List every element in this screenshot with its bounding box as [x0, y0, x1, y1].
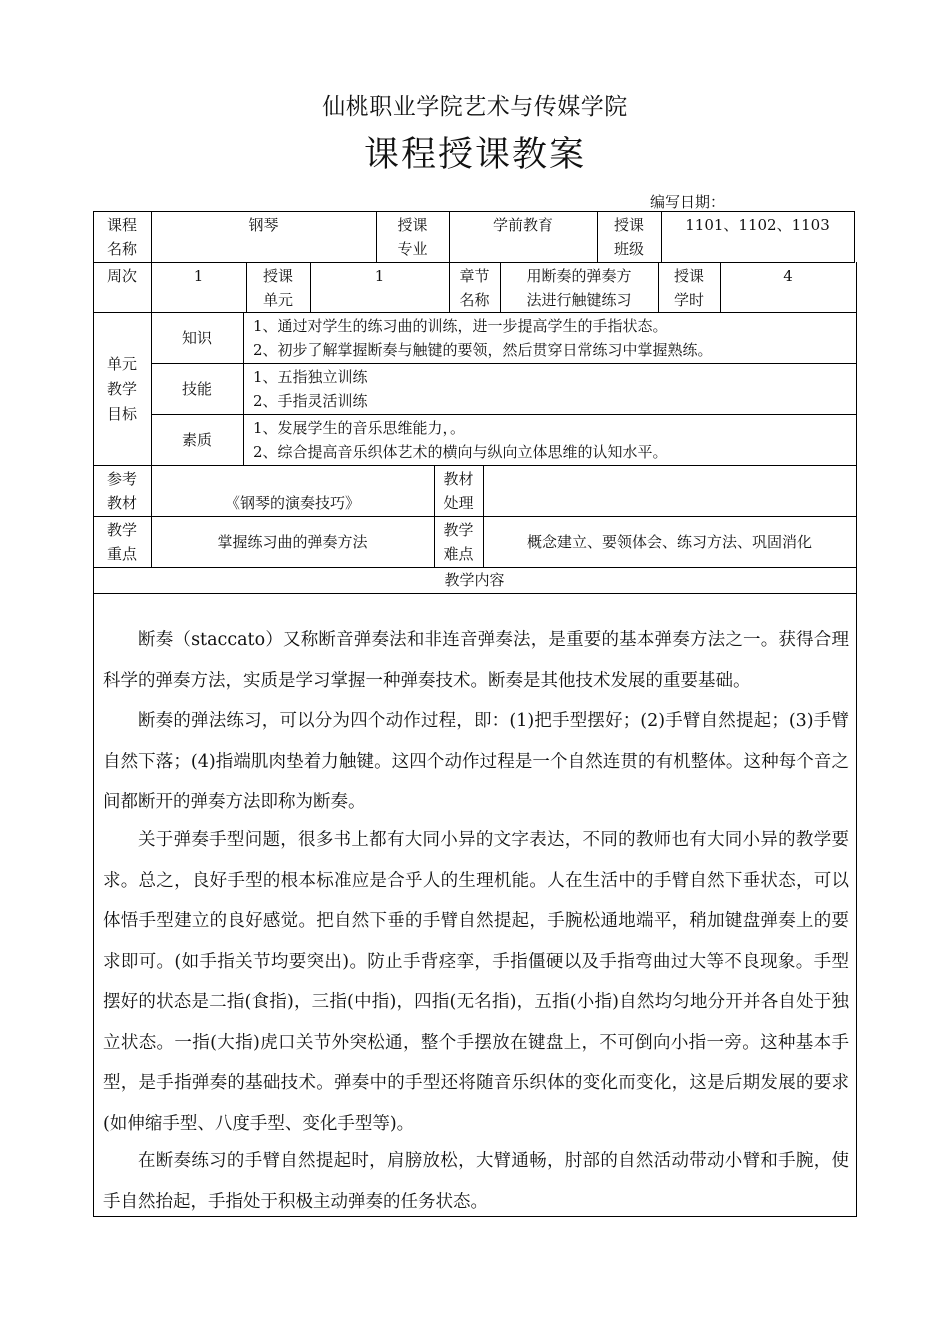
reference-value: 《钢琴的演奏技巧》	[224, 494, 360, 512]
chapter-value: 用断奏的弹奏方 法进行触键练习	[526, 267, 632, 309]
difficulty-label: 教学 难点	[443, 521, 474, 563]
major-value: 学前教育	[492, 216, 553, 234]
content-paragraph-3: 关于弹奏手型问题，很多书上都有大同小异的文字表达，不同的教师也有大同小异的教学要求。总之，良好手型的根本标准应是合乎人的生理机能。人在生活中的手臂自然下垂状态，可以体悟手型建立的良好感觉。把自然下垂的手臂自然提起，手腕松通地端平，稍加键盘弹奏上的要求即可。(如手指关节均要突出)。防止手背痉挛，手指僵硬以及手指弯曲过大等不良现象。手型摆好的状态是二指(食指)，三指(中指)，四指(无名指)，五指(小指)自然均匀地分开并各自处于独立状态。一指(大指)虎口关节外突松通，整个手摆放在键盘上，不可倒向小指一旁。这种基本手型，是手指弹奏的基础技术。弹奏中的手型还将随音乐织体的变化而变化，这是后期发展的要求(如伸缩手型、八度手型、变化手型等)。	[103, 830, 849, 1134]
reference-label: 参考 教材	[106, 470, 137, 512]
class-value: 1101、1102、1103	[685, 216, 830, 234]
goals-label: 单元 教学 目标	[106, 355, 137, 423]
chapter-label: 章节 名称	[459, 267, 490, 309]
key-point-value: 掌握练习曲的弹奏方法	[217, 533, 368, 551]
school-title: 仙桃职业学院艺术与传媒学院	[322, 94, 628, 120]
difficulty-value: 概念建立、要领体会、练习方法、巩固消化	[526, 533, 812, 551]
class-label: 授课 班级	[613, 216, 644, 258]
handling-label: 教材 处理	[443, 470, 474, 512]
knowledge-text: 1、通过对学生的练习曲的训练，进一步提高学生的手指状态。 2、初步了解掌握断奏与触键的要领，然后贯穿日常练习中掌握熟练。	[253, 317, 713, 359]
content-header: 教学内容	[444, 571, 505, 589]
quality-label: 素质	[181, 431, 212, 449]
hours-label: 授课 学时	[673, 267, 704, 309]
document-title: 课程授课教案	[363, 135, 586, 175]
hours-value: 4	[783, 267, 793, 285]
content-paragraph-1: 断奏（staccato）又称断音弹奏法和非连音弹奏法，是重要的基本弹奏方法之一。获得合理科学的弹奏方法，实质是学习掌握一种弹奏技术。断奏是其他技术发展的重要基础。	[103, 630, 849, 691]
unit-value: 1	[374, 267, 385, 285]
content-paragraph-4: 在断奏练习的手臂自然提起时，肩膀放松，大臂通畅，肘部的自然活动带动小臂和手腕，使手自然抬起，手指处于积极主动弹奏的任务状态。	[103, 1151, 849, 1212]
unit-label: 授课 单元	[262, 267, 293, 309]
key-point-label: 教学 重点	[106, 521, 137, 563]
skill-text: 1、五指独立训练 2、手指灵活训练	[253, 368, 368, 410]
week-label: 周次	[106, 267, 137, 285]
skill-label: 技能	[181, 380, 212, 398]
course-name-label: 课程 名称	[106, 216, 137, 258]
content-paragraph-2: 断奏的弹法练习，可以分为四个动作过程，即：(1)把手型摆好；(2)手臂自然提起；(3)手臂自然下落；(4)指端肌肉垫着力触键。这四个动作过程是一个自然连贯的有机整体。这种每个音之间都断开的弹奏方法即称为断奏。	[103, 711, 849, 812]
major-label: 授课 专业	[397, 216, 428, 258]
week-value: 1	[193, 267, 204, 285]
course-name-value: 钢琴	[248, 216, 279, 234]
date-label: 编写日期：	[650, 193, 726, 211]
knowledge-label: 知识	[181, 329, 212, 347]
quality-text: 1、发展学生的音乐思维能力，。 2、综合提高音乐织体艺术的横向与纵向立体思维的认知水平。	[253, 419, 668, 461]
